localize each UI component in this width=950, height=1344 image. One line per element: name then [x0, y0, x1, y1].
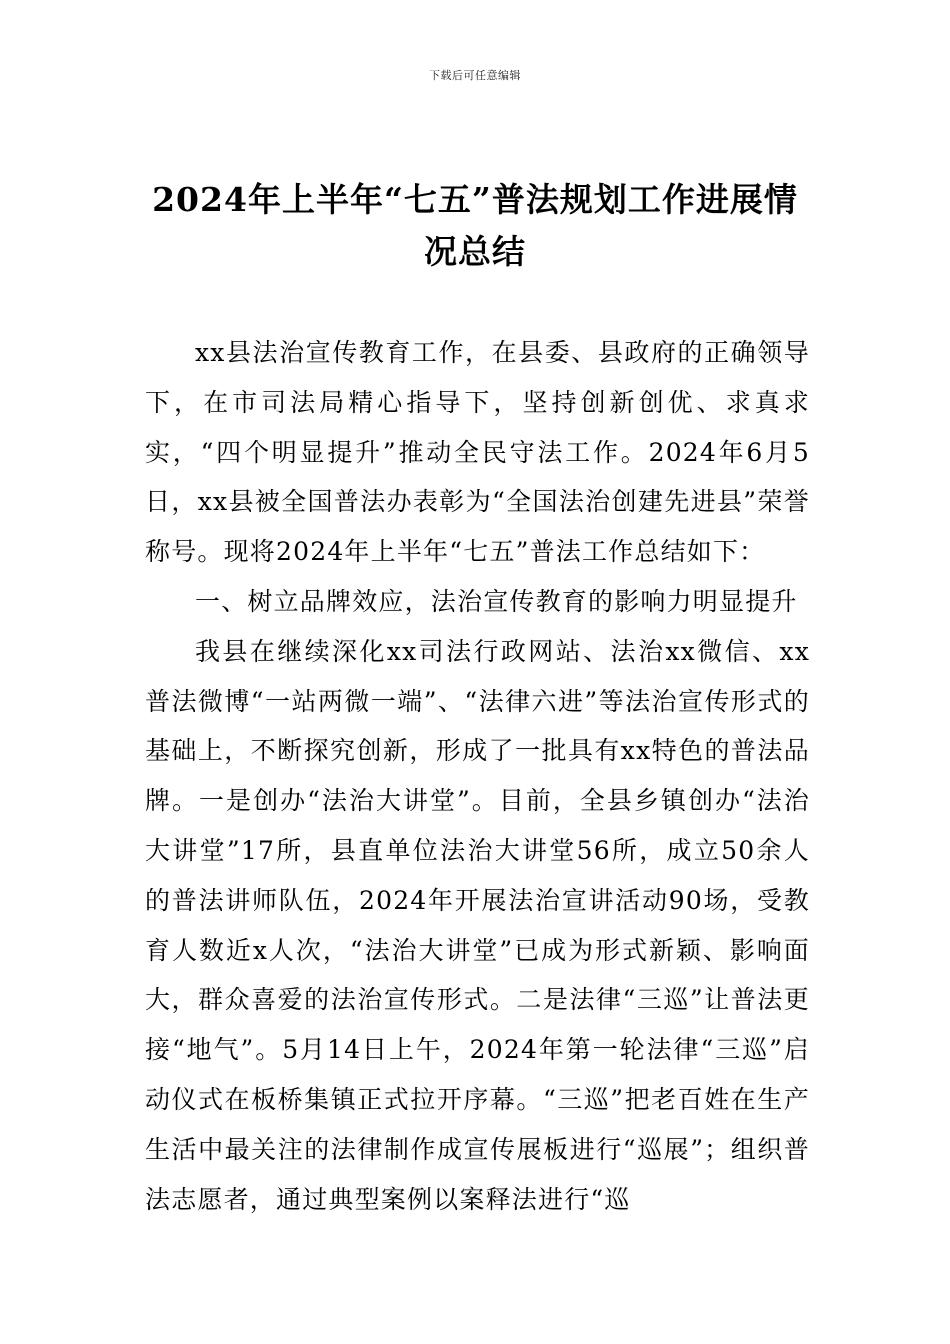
- section-paragraph-1: 我县在继续深化xx司法行政网站、法治xx微信、xx普法微博“一站两微一端”、“法律六进”等法治宣传形式的基础上，不断探究创新，形成了一批具有xx特色的普法品牌。一是创办“法治大讲堂”。目前，全县乡镇创办“法治大讲堂”17所，县直单位法治大讲堂56所，成立50余人的普法讲师队伍，2024年开展法治宣讲活动90场，受教育人数近x人次，“法治大讲堂”已成为形式新颖、影响面大，群众喜爱的法治宣传形式。二是法律“三巡”让普法更接“地气”。5月14日上午，2024年第一轮法律“三巡”启动仪式在板桥集镇正式拉开序幕。“三巡”把老百姓在生产生活中最关注的法律制作成宣传展板进行“巡展”；组织普法志愿者，通过典型案例以案释法进行“巡: [145, 636, 810, 1214]
- section-heading-1: 一、树立品牌效应，法治宣传教育的影响力明显提升: [195, 586, 798, 616]
- document-body: [145, 328, 810, 1224]
- intro-paragraph: xx县法治宣传教育工作，在县委、县政府的正确领导下，在市司法局精心指导下，坚持创新创优、求真求实，“四个明显提升”推动全民守法工作。2024年6月5日，xx县被全国普法办表彰为“全国法治创建先进县”荣誉称号。现将2024年上半年“七五”普法工作总结如下：: [145, 338, 810, 567]
- document-title: 2024年上半年“七五”普法规划工作进展情况总结: [152, 180, 798, 271]
- page-header-note: 下载后可任意编辑: [429, 69, 521, 82]
